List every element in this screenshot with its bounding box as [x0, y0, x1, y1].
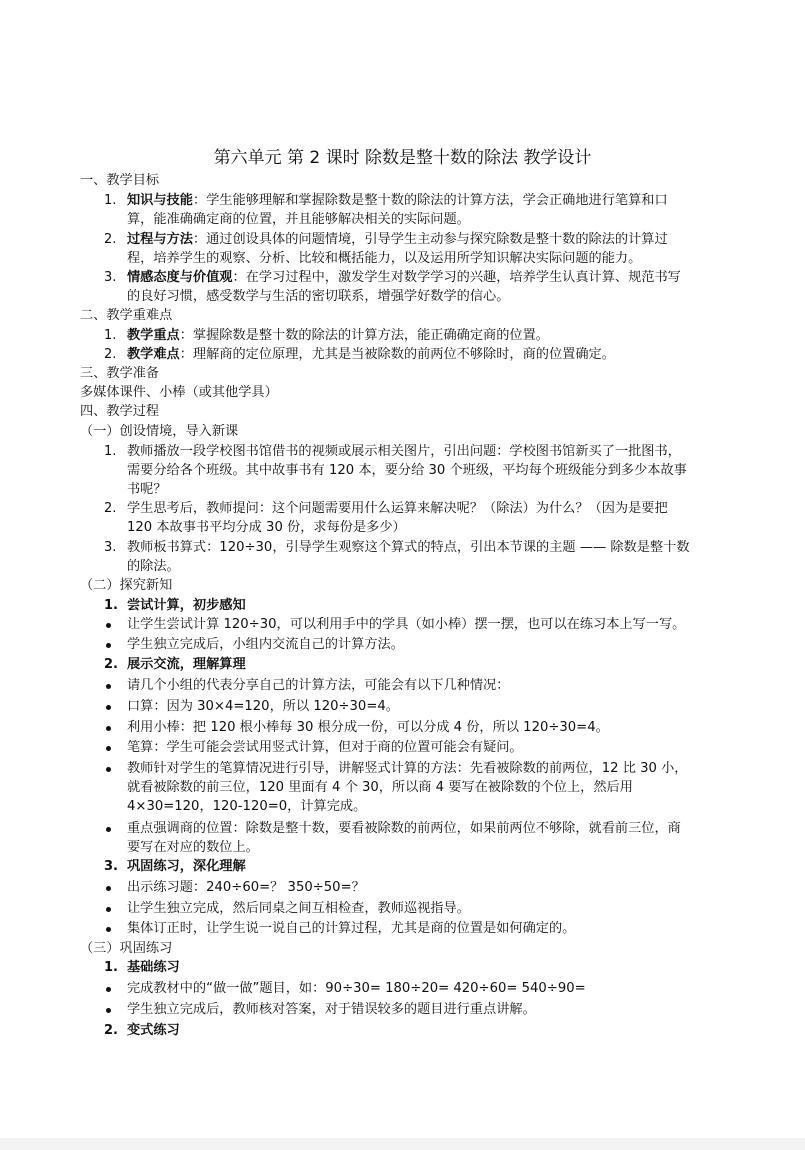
bullet-item: 让学生独立完成，然后同桌之间互相检查，教师巡视指导。	[127, 901, 470, 916]
list-number: 3.	[104, 859, 118, 874]
list-item-bold: 过程与方法	[127, 232, 193, 247]
sub-heading: 巩固练习，深化理解	[127, 859, 246, 874]
section-heading-preparation: 三、教学准备	[80, 366, 160, 381]
list-item-text: ：通过创设具体的问题情境，引导学生主动参与探究除数是整十数的除法的计算过	[192, 232, 668, 247]
list-item	[127, 191, 668, 210]
list-item	[127, 230, 668, 249]
sub-heading: 展示交流，理解算理	[127, 657, 246, 672]
bullet-item-continuation: 就看被除数的前三位，120 里面有 4 个 30，所以商 4 要写在被除数的个位上，然后用	[127, 780, 633, 795]
bullet-icon	[106, 726, 111, 731]
bullet-item: 学生独立完成后，小组内交流自己的计算方法。	[127, 637, 404, 652]
sub-heading: 基础练习	[127, 960, 180, 975]
section-heading-key-points: 二、教学重难点	[80, 308, 173, 323]
bullet-icon	[106, 643, 111, 648]
list-item-line: 书呢？	[127, 482, 167, 497]
bullet-icon	[106, 827, 111, 832]
list-number: 3.	[104, 270, 117, 285]
bullet-item: 请几个小组的代表分享自己的计算方法，可能会有以下几种情况：	[127, 678, 510, 693]
subsection-heading: （二）探究新知	[80, 578, 173, 593]
list-number: 2.	[104, 657, 118, 672]
bullet-item: 出示练习题：240÷60=？ 350÷50=？	[127, 880, 365, 895]
bullet-icon	[106, 886, 111, 891]
list-item-bold: 情感态度与价值观	[127, 270, 233, 285]
bullet-item: 笔算：学生可能会尝试用竖式计算，但对于商的位置可能会有疑问。	[127, 740, 523, 755]
list-item	[127, 345, 615, 364]
list-item-bold: 知识与技能	[127, 193, 193, 208]
preparation-text: 多媒体课件、小棒（或其他学具）	[80, 385, 278, 400]
bullet-icon	[106, 767, 111, 772]
bullet-icon	[106, 1008, 111, 1013]
bullet-icon	[106, 746, 111, 751]
list-number: 2.	[104, 232, 117, 247]
list-item-line: 学生思考后，教师提问：这个问题需要用什么运算来解决呢？（除法）为什么？（因为是要把	[127, 501, 668, 516]
sub-heading: 尝试计算，初步感知	[127, 598, 246, 613]
sub-heading: 变式练习	[127, 1023, 180, 1038]
list-number: 1.	[104, 598, 118, 613]
bullet-icon	[106, 705, 111, 710]
bullet-item: 学生独立完成后，教师核对答案，对于错误较多的题目进行重点讲解。	[127, 1002, 536, 1017]
list-item-continuation: 算，能准确确定商的位置，并且能够解决相关的实际问题。	[127, 212, 470, 227]
list-item	[127, 268, 681, 287]
bullet-icon	[106, 907, 111, 912]
list-number: 2.	[104, 1023, 118, 1038]
subsection-heading: （三）巩固练习	[80, 941, 173, 956]
subsection-heading: （一）创设情境，导入新课	[80, 424, 239, 439]
list-number: 1.	[104, 193, 117, 208]
list-number: 1.	[104, 444, 117, 459]
bullet-item: 让学生尝试计算 120÷30，可以利用手中的学具（如小棒）摆一摆，也可以在练习本上写一写。	[127, 617, 686, 632]
document-title: 第六单元 第 2 课时 除数是整十数的除法 教学设计	[213, 148, 592, 168]
list-item-continuation: 程，培养学生的观察、分析、比较和概括能力，以及运用所学知识解决实际问题的能力。	[127, 251, 642, 266]
bullet-icon	[106, 623, 111, 628]
list-item-text: ：理解商的定位原理，尤其是当被除数的前两位不够除时，商的位置确定。	[179, 347, 615, 362]
bullet-item: 集体订正时，让学生说一说自己的计算过程，尤其是商的位置是如何确定的。	[127, 921, 576, 936]
list-item-line: 教师板书算式：120÷30，引导学生观察这个算式的特点，引出本节课的主题 —— 除数是整十数	[127, 540, 690, 555]
list-number: 3.	[104, 540, 117, 555]
section-heading-objectives: 一、教学目标	[80, 173, 160, 188]
list-item-bold: 教学重点	[127, 328, 180, 343]
list-item-line: 的除法。	[127, 559, 180, 574]
bullet-item: 教师针对学生的笔算情况进行引导，讲解竖式计算的方法：先看被除数的前两位，12 比 30 小，	[127, 761, 688, 776]
list-item-bold: 教学难点	[127, 347, 180, 362]
list-item-continuation: 的良好习惯，感受数学与生活的密切联系，增强学好数学的信心。	[127, 289, 510, 304]
bullet-item: 重点强调商的位置：除数是整十数，要看被除数的前两位，如果前两位不够除，就看前三位，商	[127, 821, 681, 836]
section-heading-process: 四、教学过程	[80, 404, 160, 419]
bullet-item: 口算：因为 30×4=120，所以 120÷30=4。	[127, 699, 399, 714]
list-item-text: ：在学习过程中，激发学生对数学学习的兴趣，培养学生认真计算、规范书写	[232, 270, 681, 285]
bullet-icon	[106, 684, 111, 689]
list-number: 1.	[104, 328, 117, 343]
bullet-item-continuation: 要写在对应的数位上。	[127, 840, 259, 855]
bullet-icon	[106, 927, 111, 932]
list-item-line: 需要分给各个班级。其中故事书有 120 本，要分给 30 个班级，平均每个班级能分到多少本故事	[127, 463, 687, 478]
list-number: 2.	[104, 347, 117, 362]
list-item-line: 教师播放一段学校图书馆借书的视频或展示相关图片，引出问题：学校图书馆新买了一批图书，	[127, 444, 681, 459]
list-item	[127, 326, 549, 345]
bullet-item-continuation: 4×30=120，120-120=0，计算完成。	[127, 799, 367, 814]
bullet-item: 完成教材中的“做一做”题目，如：90÷30= 180÷20= 420÷60= 540÷90=	[127, 981, 586, 996]
list-number: 1.	[104, 960, 118, 975]
list-item-line: 120 本故事书平均分成 30 份，求每份是多少）	[127, 520, 406, 535]
list-item-text: ：学生能够理解和掌握除数是整十数的除法的计算方法，学会正确地进行笔算和口	[192, 193, 668, 208]
list-number: 2.	[104, 501, 117, 516]
bullet-icon	[106, 987, 111, 992]
list-item-text: ：掌握除数是整十数的除法的计算方法，能正确确定商的位置。	[179, 328, 549, 343]
bullet-item: 利用小棒：把 120 根小棒每 30 根分成一份，可以分成 4 份，所以 120÷30=4。	[127, 720, 609, 735]
